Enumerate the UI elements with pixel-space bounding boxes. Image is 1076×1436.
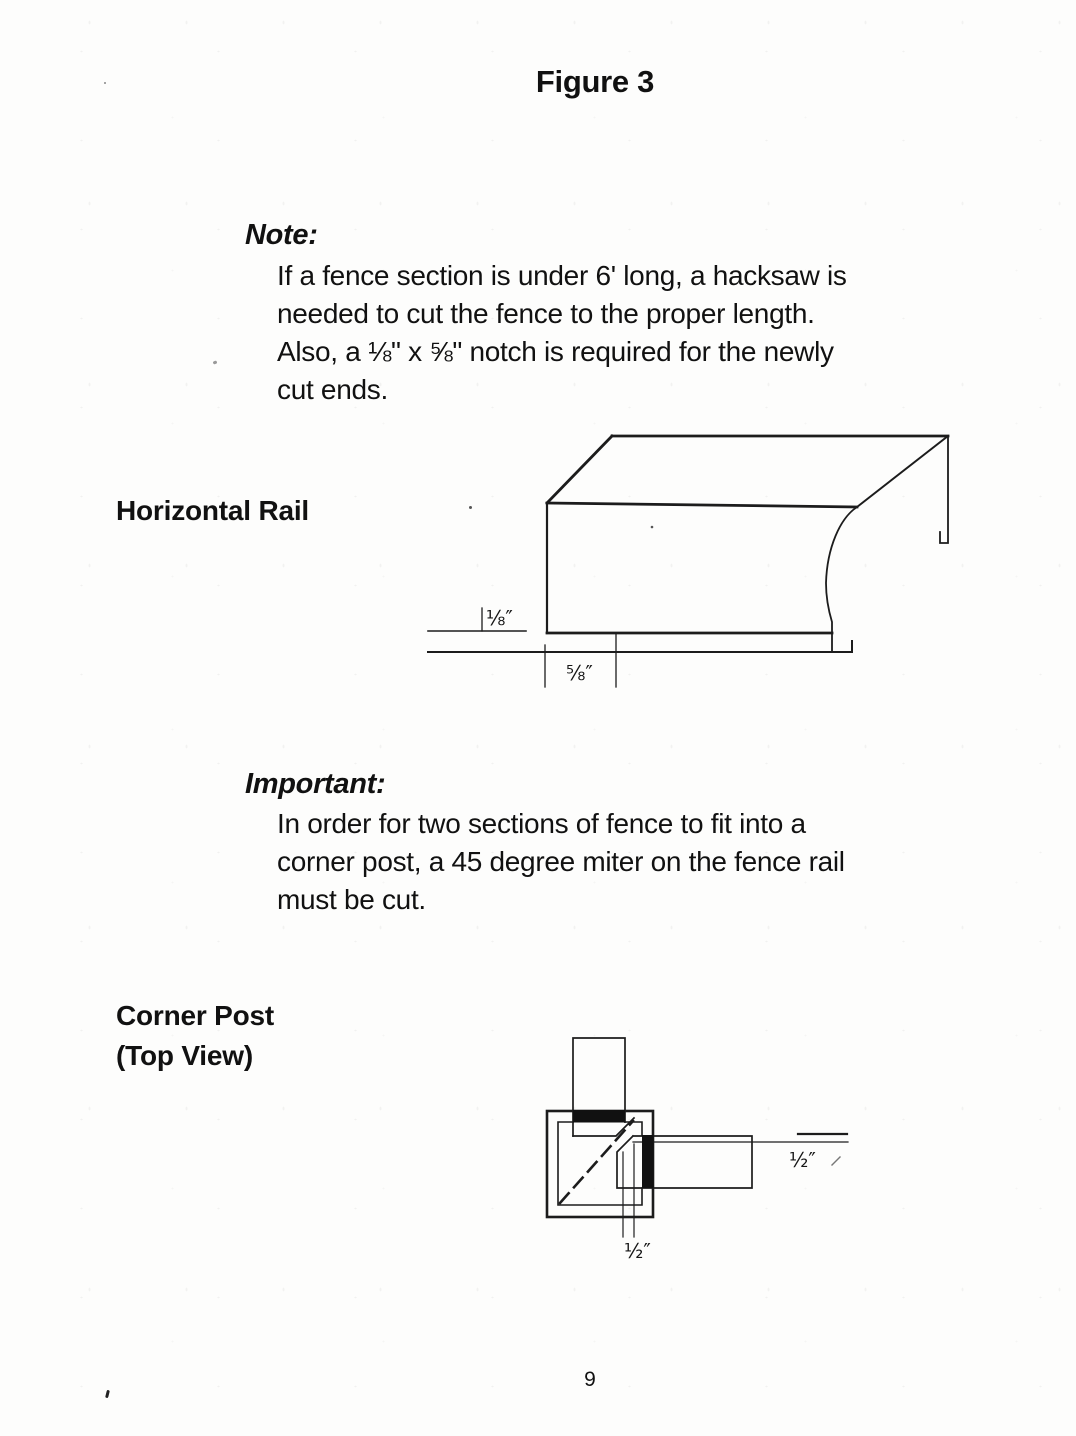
- important-line: must be cut.: [277, 884, 426, 915]
- dim-label-half-inch-right: ½″: [789, 1148, 816, 1172]
- rail-top-left-slant: [547, 436, 612, 503]
- notch-slot-right: [642, 1135, 654, 1188]
- important-body: [277, 805, 845, 919]
- corner-post-diagram: [540, 1030, 870, 1265]
- note-line: cut ends.: [277, 374, 388, 405]
- miter-joint-dashed-line: [560, 1121, 633, 1203]
- horizontal-rail-section: [617, 1136, 752, 1188]
- dim-label-five-eighths-inch: ⅝″: [566, 661, 593, 685]
- important-heading: Important:: [245, 768, 386, 800]
- horizontal-rail-diagram: [420, 425, 965, 695]
- note-line: Also, a ⅛" x ⅝" notch is required for the newly: [277, 336, 834, 367]
- note-line: needed to cut the fence to the proper length.: [277, 298, 815, 329]
- scan-speck: [469, 506, 472, 509]
- scan-stray-mark: [832, 1157, 840, 1165]
- section-label-horizontal-rail: Horizontal Rail: [116, 495, 310, 526]
- rail-lower-flange-line: [428, 641, 852, 652]
- rail-end-hook: [940, 436, 948, 543]
- section-label-corner-post: [116, 996, 274, 1076]
- corner-post-label-line1: Corner Post: [116, 1000, 275, 1031]
- scan-speck: [651, 526, 654, 529]
- dim-label-eighth-inch: ⅛″: [486, 606, 513, 630]
- notch-slot-top: [573, 1110, 625, 1123]
- important-line: In order for two sections of fence to fit into a: [277, 808, 806, 839]
- page-number: 9: [584, 1368, 596, 1391]
- scan-speck: [213, 360, 218, 364]
- corner-post-label-line2: (Top View): [116, 1040, 253, 1071]
- scan-ink-mark: [105, 1390, 110, 1398]
- post-inner-wall: [558, 1122, 642, 1205]
- rail-curved-right-edge: [826, 507, 857, 652]
- scan-speck: [104, 82, 106, 84]
- rail-front-top-edge: [547, 503, 857, 507]
- note-line: If a fence section is under 6' long, a hacksaw is: [277, 260, 847, 291]
- note-body: [277, 257, 847, 409]
- important-line: corner post, a 45 degree miter on the fence rail: [277, 846, 845, 877]
- note-heading: Note:: [245, 219, 318, 251]
- figure-title: Figure 3: [535, 64, 655, 99]
- dim-label-half-inch-bottom: ½″: [624, 1239, 651, 1263]
- rail-rear-right-edge: [857, 436, 948, 507]
